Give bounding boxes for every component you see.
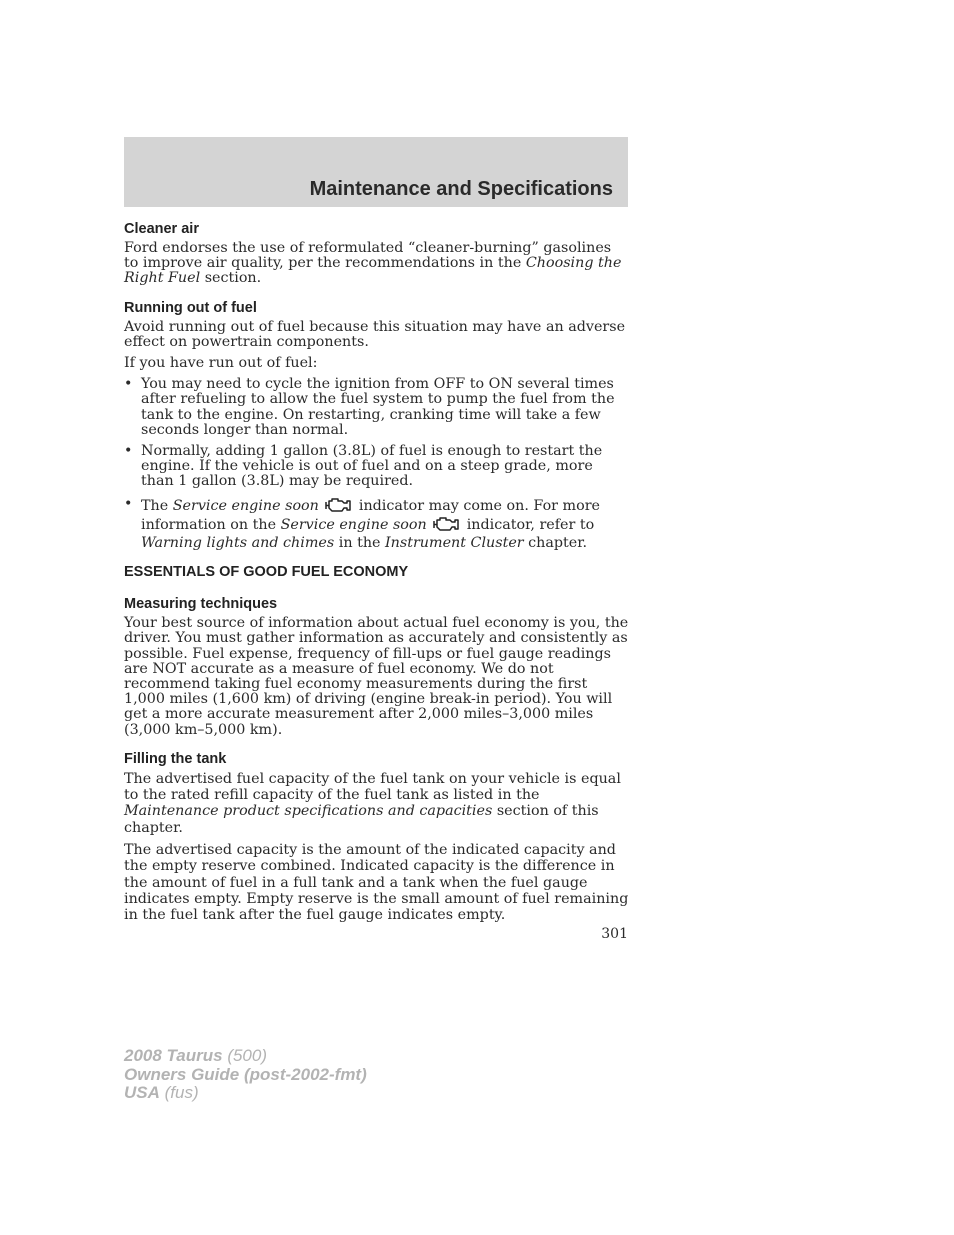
text-run: in the: [334, 534, 386, 551]
list-item: [124, 496, 630, 553]
text-run: The: [141, 497, 173, 514]
bullet-marker: •: [124, 376, 133, 393]
text-run: section of this chapter.: [124, 803, 599, 836]
reference-italic: Maintenance product specifications and capacities: [124, 803, 493, 820]
reference-italic: Instrument Cluster: [385, 534, 524, 551]
document-footer: [124, 1047, 367, 1103]
text-run: chapter.: [523, 534, 588, 551]
heading-essentials: ESSENTIALS OF GOOD FUEL ECONOMY: [124, 564, 409, 581]
bullet-marker: •: [124, 495, 133, 512]
paragraph-if-run-out: If you have run out of fuel:: [124, 355, 318, 372]
paragraph-cleaner-air: [124, 241, 630, 287]
reference-italic: Service engine soon: [280, 517, 427, 534]
reference-italic: Service engine soon: [172, 497, 319, 514]
heading-filling-the-tank: Filling the tank: [124, 750, 227, 767]
heading-measuring-techniques: Measuring techniques: [124, 596, 278, 613]
footer-model: 2008 Taurus: [124, 1046, 223, 1065]
paragraph-measuring: Your best source of information about actual fuel economy is you, the driver. You must gather information as accurately and consistently as possible. Fuel expense, frequency of fill-ups or fuel gauge readings are NOT accurate as a measure of fuel economy. We do not recommend taking fuel economy measurements during the first 1,000 miles (1,600 km) of driving (engine break-in period). You will get a more accurate measurement after 2,000 miles–3,000 miles (3,000 km–5,000 km).: [124, 615, 629, 738]
text-run: indicator, refer to: [466, 517, 595, 534]
heading-cleaner-air: Cleaner air: [124, 221, 199, 237]
heading-running-out-of-fuel: Running out of fuel: [124, 299, 257, 316]
text-run: section.: [200, 270, 262, 287]
reference-italic: Warning lights and chimes: [141, 534, 335, 551]
bullet-marker: •: [124, 443, 133, 460]
check-engine-icon: [431, 515, 461, 533]
page-number: 301: [601, 926, 628, 942]
footer-line-model: [124, 1047, 367, 1066]
section-header-band: [124, 137, 628, 207]
text-run: Ford endorses the use of reformulated “cleaner-burning” gasolines to improve air quality, per the recommendations in the: [124, 240, 612, 272]
footer-market: USA: [124, 1083, 160, 1102]
bullet-text: [141, 496, 630, 553]
paragraph-running-out: Avoid running out of fuel because this situation may have an adverse effect on powertrain components.: [124, 318, 626, 350]
section-title: Maintenance and Specifications: [309, 178, 613, 200]
check-engine-icon: [323, 496, 353, 514]
footer-market-code: (fus): [159, 1083, 199, 1102]
bullet-text: Normally, adding 1 gallon (3.8L) of fuel is enough to restart the engine. If the vehicle is out of fuel and on a steep grade, more than 1 gallon (3.8L) may be required.: [141, 443, 603, 490]
paragraph-filling-2: The advertised capacity is the amount of the indicated capacity and the empty reserve combined. Indicated capacity is the difference in the amount of fuel in a full tank and a tank when the fuel gauge indicates empty. Empty reserve is the small amount of fuel remaining in the fuel tank after the fuel gauge indicates empty.: [124, 841, 629, 924]
footer-line-market: [124, 1084, 367, 1103]
bullet-text: You may need to cycle the ignition from OFF to ON several times after refueling to allow the fuel system to pump the fuel from the tank to the engine. On restarting, cranking time will take a few seconds longer than normal.: [141, 376, 615, 438]
paragraph-filling-1: [124, 771, 630, 836]
text-run: indicator may come on. For more information on the: [141, 497, 601, 534]
reference-italic: Choosing the Right Fuel: [124, 255, 622, 287]
page-body: [124, 220, 630, 923]
footer-model-code: (500): [222, 1046, 268, 1065]
text-run: The advertised fuel capacity of the fuel tank on your vehicle is equal to the rated refill capacity of the fuel tank as listed in the: [124, 770, 621, 804]
footer-guide: Owners Guide (post-2002-fmt): [124, 1064, 367, 1084]
list-item: [124, 444, 630, 490]
list-item: [124, 377, 630, 438]
footer-line-guide: [124, 1066, 367, 1085]
